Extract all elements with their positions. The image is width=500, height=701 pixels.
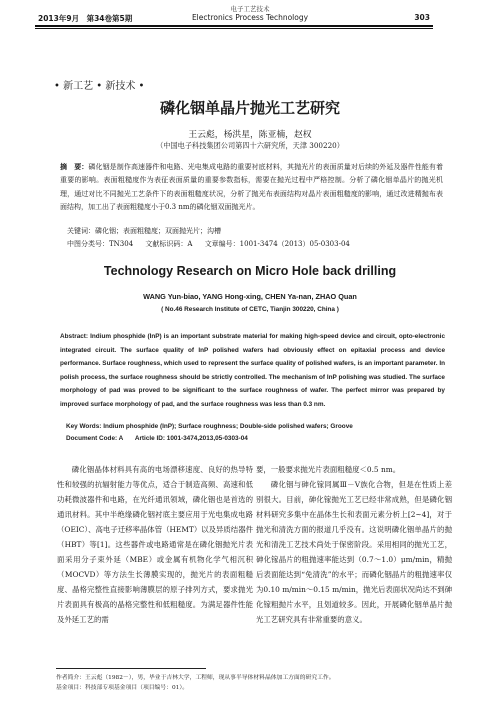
abstract-en-label: Abstract:	[60, 333, 89, 340]
keywords-cn-label: 关键词：	[67, 227, 95, 235]
document-code-cn: 文献标识码：A	[145, 240, 193, 248]
keywords-cn	[67, 226, 447, 236]
keywords-en-text: Indium phosphide (InP); Surface roughness; Double-side polished wafers; Groove	[103, 423, 353, 430]
clc-number: 中图分类号：TN304	[67, 240, 134, 248]
body-column-left	[57, 462, 253, 627]
journal-name-cn: 电子工艺技术	[230, 5, 270, 13]
title-cn: 磷化铟单晶片抛光工艺研究	[159, 99, 340, 117]
classification-cn	[67, 239, 447, 249]
affiliation-cn: （中国电子科技集团公司第四十六研究所，天津 300220）	[156, 141, 344, 150]
page-number: 303	[414, 13, 430, 22]
abstract-en	[60, 330, 445, 411]
authors-en: WANG Yun-biao, YANG Hong-xing, CHEN Ya-nan, ZHAO Quan	[143, 292, 357, 301]
body-column-right	[256, 462, 452, 627]
keywords-en	[66, 423, 446, 430]
body-paragraph: 磷化铟晶体材料具有高的电场漂移速度、良好的热导特性和较强的抗辐射能力等优点，适合于制造高频、高速和低功耗微波器件和电路，在光纤通讯领域，磷化铟也是首选的通讯材料。其中半绝缘磷化铟衬底主要应用于光电集成电路（OEIC）、高电子迁移率晶体管（HEMT）以及异质结器件（HBT）等[1]。这些器件或电路通常是在磷化铟抛光片表面采用分子束外延（MBE）或金属有机物化学气相沉积（MOCVD）等方法生长薄膜实现的，抛光片的表面粗糙度、晶格完整性直接影响薄膜层的原子排列方式，要求抛光片表面具有极高的晶格完整性和低粗糙度。为满足器件性能及外延工艺的需	[57, 465, 253, 624]
article-id-en: Article ID: 1001-3474,2013,05-0303-04	[134, 435, 248, 442]
keywords-cn-text: 磷化铟；表面粗糙度；双面抛光片；沟槽	[95, 227, 221, 235]
title-en: Technology Research on Micro Hole back drilling	[103, 264, 397, 278]
footnote-rule	[56, 668, 206, 669]
footnote-author: 作者简介：王云彪（1982－），男，毕业于吉林大学，工程师，现从事半导体材料晶体加工方面的研究工作。	[56, 675, 335, 681]
abstract-en-text: Indium phosphide (InP) is an important substrate material for making high-speed device and circuit, opto-electronic integrated circuit. The surface quality of InP polished wafers had obviously effect on epitaxial process and device performance. Surface roughness, which used to represent the surface quality of polished wafers, is an important parameter. In polish process, the surface roughness should be strictly controlled. The mechanism of InP polishing was studied. The surface morphology of pad was proved to be significant to the surface roughness of wafer. The perfect mirror was prepared by improved surface morphology of pad, and the surface roughness was less than 0.3 nm.	[60, 333, 445, 408]
header-rule-thick	[35, 25, 433, 27]
body-paragraph: 磷化铟与砷化镓同属Ⅲ－Ⅴ族化合物，但是在性质上差别很大。目前，砷化镓抛光工艺已经非常成熟，但是磷化铟材料研究多集中在晶体生长和表面元素分析上[2~4]，对于抛光和清洗方面的报道几乎没有。这说明磷化铟单晶片的抛光和清洗工艺技术尚处于保密阶段。采用相同的抛光工艺，砷化镓晶片的粗抛速率能达到（0.7～1.0）μm/min，精抛后表面能达到“免清洗”的水平；而磷化铟晶片的粗抛速率仅为0.10 m/min～0.15 m/min，抛光后表面状况尚达不到砷化镓粗抛片水平，且划道较多。因此，开展磷化铟单晶片抛光工艺研究具有非常重要的意义。	[256, 480, 452, 624]
abstract-cn-label: 摘 要：	[60, 162, 89, 171]
keywords-en-label: Key Words:	[66, 423, 102, 430]
abstract-cn-text: 磷化铟是制作高速器件和电路、光电集成电路的重要衬底材料，其抛光片的表面质量对后续的外延及器件性能有着重要的影响。表面粗糙度作为表征表面质量的重要参数指标，需要在抛光过程中严格控制。分析了磷化铟单晶片的抛光机理，通过对比不同抛光工艺条件下的表面粗糙度状况，分析了抛光布表面结构对晶片表面粗糙度的影响，通过改进精抛布表面结构，加工出了表面粗糙度小于0.3 nm的磷化铟双面抛光片。	[60, 163, 444, 212]
body-paragraph: 要，一般要求抛光片表面粗糙度＜0.5 nm。	[256, 465, 401, 474]
abstract-cn	[60, 160, 443, 215]
document-code-en: Document Code: A	[66, 435, 124, 442]
authors-cn: 王云彪，杨洪星，陈亚楠，赵权	[188, 130, 312, 140]
article-number-cn: 文章编号：1001-3474（2013）05-0303-04	[204, 240, 350, 248]
affiliation-en: ( No.46 Research Institute of CETC, Tianjin 300220, China )	[161, 306, 339, 313]
header-rule-thin	[35, 28, 433, 29]
issue-info: 2013年9月 第34卷第5期	[38, 14, 133, 23]
classification-en	[66, 435, 446, 442]
journal-name-en: Electronics Process Technology	[191, 13, 309, 22]
footnote-fund: 基金项目：科技部专项基金项目（项目编号：01）。	[56, 685, 189, 691]
running-header	[0, 11, 500, 23]
section-tag: • 新工艺 • 新技术 •	[54, 81, 145, 92]
